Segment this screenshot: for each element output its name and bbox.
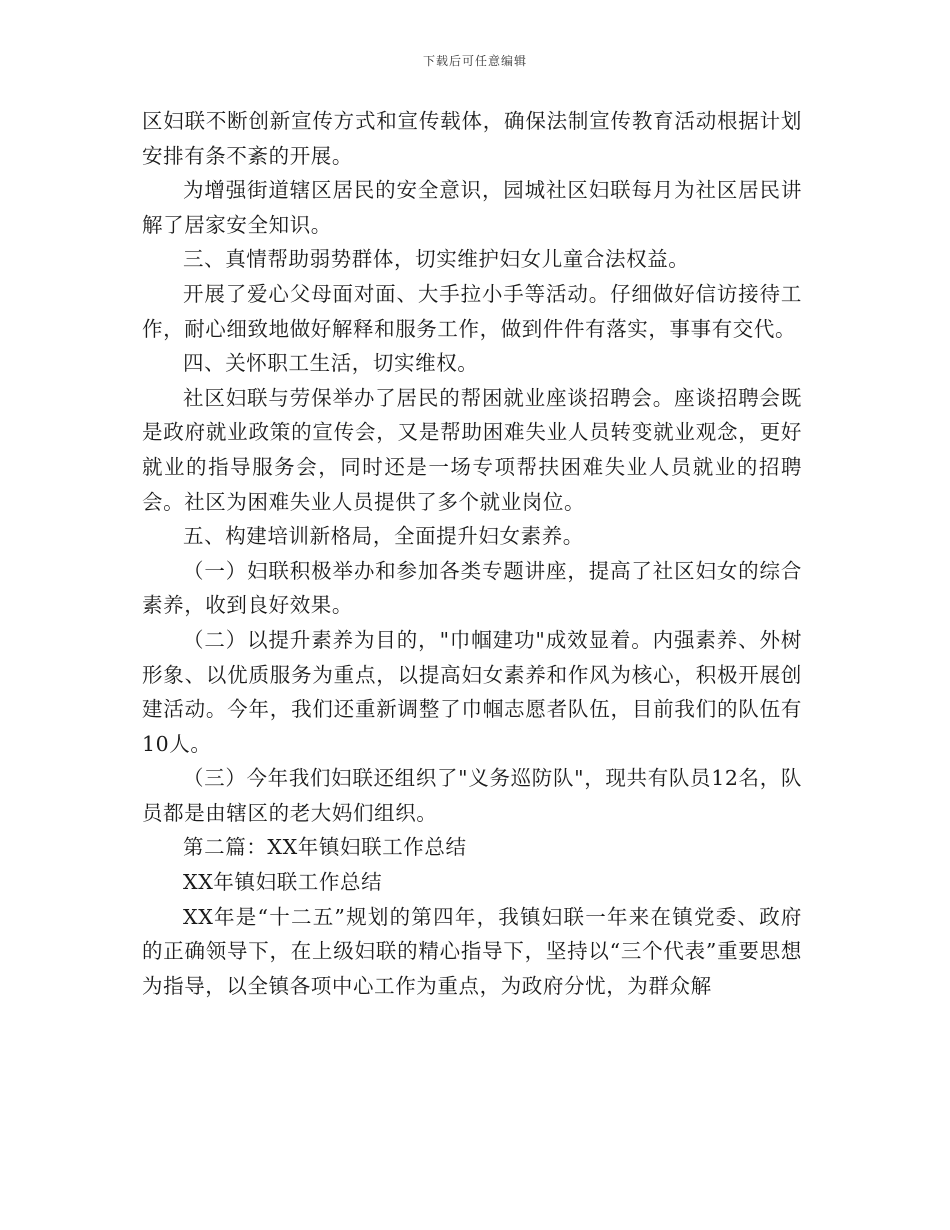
page-header: 下载后可任意编辑 bbox=[422, 54, 527, 68]
section-heading-4: 四、关怀职工生活，切实维权。 bbox=[183, 351, 479, 376]
paragraph-9: （二）以提升素养为目的，"巾帼建功"成效显着。内强素养、外树形象、以优质服务为重点，以提高妇女素养和作风为核心，积极开展创建活动。今年，我们还重新调整了巾帼志愿者队伍，目前我们的队伍有10人。 bbox=[142, 627, 802, 756]
document-body bbox=[142, 104, 802, 1003]
paragraph-6: 社区妇联与劳保举办了居民的帮困就业座谈招聘会。座谈招聘会既是政府就业政策的宣传会，又是帮助困难失业人员转变就业观念，更好就业的指导服务会，同时还是一场专项帮扶困难失业人员就业的招聘会。社区为困难失业人员提供了多个就业岗位。 bbox=[142, 385, 802, 514]
paragraph-10: （三）今年我们妇联还组织了"义务巡防队"，现共有队员12名，队员都是由辖区的老大妈们组织。 bbox=[142, 766, 802, 825]
section-heading-5: 五、构建培训新格局，全面提升妇女素养。 bbox=[183, 524, 584, 549]
paragraph-13: XX年是“十二五”规划的第四年，我镇妇联一年来在镇党委、政府的正确领导下，在上级妇联的精心指导下，坚持以“三个代表”重要思想为指导，以全镇各项中心工作为重点，为政府分忧，为群众解 bbox=[142, 904, 802, 998]
paragraph-8: （一）妇联积极举办和参加各类专题讲座，提高了社区妇女的综合素养，收到良好效果。 bbox=[142, 558, 802, 618]
paragraph-1: 区妇联不断创新宣传方式和宣传载体，确保法制宣传教育活动根据计划安排有条不紊的开展。 bbox=[142, 109, 802, 168]
paragraph-4: 开展了爱心父母面对面、大手拉小手等活动。仔细做好信访接待工作，耐心细致地做好解释和服务工作，做到件件有落实，事事有交代。 bbox=[142, 281, 802, 341]
chapter-heading: 第二篇：XX年镇妇联工作总结 bbox=[183, 835, 467, 860]
paragraph-2: 为增强街道辖区居民的安全意识，园城社区妇联每月为社区居民讲解了居家安全知识。 bbox=[142, 178, 802, 237]
section-heading-3: 三、真情帮助弱势群体，切实维护妇女儿童合法权益。 bbox=[183, 247, 690, 272]
document-title: XX年镇妇联工作总结 bbox=[183, 870, 383, 895]
